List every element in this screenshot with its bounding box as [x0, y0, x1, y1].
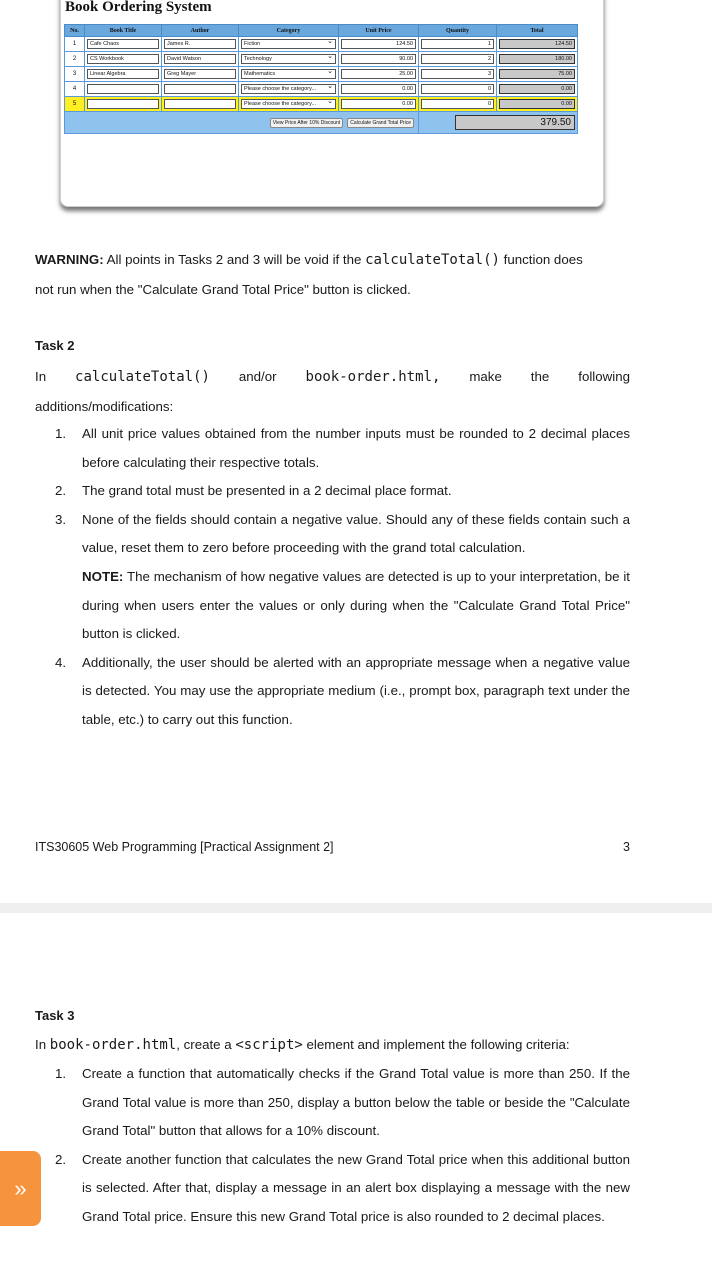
list-number: 2.	[55, 483, 67, 499]
list-item	[35, 649, 630, 735]
category-select[interactable]: Please choose the category... ⌄	[241, 99, 336, 109]
author-input[interactable]	[164, 84, 236, 94]
list-item-text: Create another function that calculates the new Grand Total price when this additional button is selected. After that, display a message in an alert box displaying a message with the new Grand Total price. Ensure this new Grand Total price is also rounded to 2 decimal places.	[82, 1151, 630, 1224]
category-select[interactable]: Fiction ⌄	[241, 39, 336, 49]
warning-label: WARNING:	[35, 252, 104, 267]
row-total-field: 180.00	[499, 54, 575, 64]
book-title-input[interactable]: Linear Algebra	[87, 69, 159, 79]
quantity-input[interactable]: 0	[421, 84, 494, 94]
note-text: The mechanism of how negative values are detected is up to your interpretation, be it during when users enter the values or only during when the "Calculate Grand Total Price" button is clicked.	[82, 568, 630, 642]
task3-intro-code1: book-order.html	[49, 1037, 177, 1053]
list-item	[35, 477, 630, 506]
grand-total-field: 379.50	[455, 115, 575, 130]
unit-price-input[interactable]: 124.50	[341, 39, 416, 49]
task2-intro-the: the	[530, 369, 550, 384]
list-item	[35, 420, 630, 477]
page-footer	[35, 840, 630, 854]
task2-list	[35, 420, 630, 735]
task2-intro-in: In	[35, 369, 47, 384]
row-total-field: 0.00	[499, 99, 575, 109]
task2-intro-code1: calculateTotal()	[75, 369, 210, 385]
task2-intro-code2: book-order.html,	[305, 369, 441, 385]
list-item-text: None of the fields should contain a negative value. Should any of these fields contain such a value, reset them to zero before proceeding with the grand total calculation.	[82, 511, 630, 556]
list-item	[35, 506, 630, 649]
warning-text-2: function does	[499, 252, 583, 267]
list-number: 1.	[55, 1066, 67, 1081]
task3-intro	[35, 1030, 630, 1060]
unit-price-input[interactable]: 25.00	[341, 69, 416, 79]
table-footer-row	[65, 112, 578, 134]
page-divider	[0, 903, 712, 913]
col-header-total: Total	[497, 25, 578, 37]
table-row	[65, 82, 578, 97]
list-item-text: All unit price values obtained from the number inputs must be rounded to 2 decimal places before calculating their respective totals.	[82, 426, 630, 470]
quantity-input[interactable]: 1	[421, 39, 494, 49]
task3-intro-in: In	[35, 1037, 50, 1052]
task3-intro-end: element and implement the following criteria:	[302, 1037, 570, 1052]
list-number: 3.	[55, 511, 67, 527]
quantity-input[interactable]: 3	[421, 69, 494, 79]
list-number: 4.	[55, 654, 67, 670]
side-expand-button[interactable]	[0, 1151, 41, 1226]
quantity-input[interactable]: 0	[421, 99, 494, 109]
list-item-text: Additionally, the user should be alerted with an appropriate message when a negative value is detected. You may use the appropriate medium (i.e., prompt box, paragraph text under the table, etc.) to carry out this function.	[82, 654, 630, 727]
list-number: 2.	[55, 1151, 67, 1167]
calculate-grand-total-button[interactable]: Calculate Grand Total Price	[347, 118, 414, 128]
list-item-text: The grand total must be presented in a 2 decimal place format.	[82, 483, 452, 499]
book-title-input[interactable]	[87, 99, 159, 109]
unit-price-input[interactable]: 0.00	[341, 84, 416, 94]
table-row	[65, 67, 578, 82]
task2-intro-make: make	[469, 369, 502, 384]
row-total-field: 75.00	[499, 69, 575, 79]
task3-list	[35, 1060, 630, 1232]
task2-intro-line2: additions/modifications:	[35, 399, 174, 414]
col-header-quantity: Quantity	[419, 25, 497, 37]
task3-intro-code2: <script>	[235, 1037, 303, 1053]
row-total-field: 124.50	[499, 39, 575, 49]
list-number: 1.	[55, 426, 67, 441]
warning-paragraph	[35, 245, 630, 304]
book-title-input[interactable]	[87, 84, 159, 94]
list-item-text: Create a function that automatically checks if the Grand Total value is more than 250. If the Grand Total value is more than 250, display a button below the table or beside the "Calculate Grand Total" button that allows for a 10% discount.	[82, 1066, 630, 1139]
quantity-input[interactable]: 2	[421, 54, 494, 64]
book-title-input[interactable]: Cafe Chaos	[87, 39, 159, 49]
row-number: 4	[65, 82, 85, 97]
figure-title: Book Ordering System	[65, 0, 212, 15]
task2-intro-andor: and/or	[238, 369, 277, 384]
category-select[interactable]: Please choose the category... ⌄	[241, 84, 336, 94]
note-label: NOTE:	[82, 568, 124, 584]
row-number: 1	[65, 37, 85, 52]
warning-text-1: All points in Tasks 2 and 3 will be void if the	[103, 252, 366, 267]
author-input[interactable]: James R.	[164, 39, 236, 49]
row-total-field: 0.00	[499, 84, 575, 94]
page-number: 3	[623, 840, 630, 854]
category-select[interactable]: Mathematics ⌄	[241, 69, 336, 79]
order-table	[64, 24, 578, 134]
task2-intro	[35, 362, 630, 421]
unit-price-input[interactable]: 90.00	[341, 54, 416, 64]
warning-code: calculateTotal()	[365, 252, 500, 268]
author-input[interactable]	[164, 99, 236, 109]
task3-intro-mid: , create a	[176, 1037, 236, 1052]
book-title-input[interactable]: CS Workbook	[87, 54, 159, 64]
footer-course: ITS30605 Web Programming [Practical Assignment 2]	[35, 840, 334, 854]
row-number: 3	[65, 67, 85, 82]
author-input[interactable]: Greg Mayer	[164, 69, 236, 79]
double-chevron-right-icon: »	[14, 1175, 27, 1201]
list-item	[35, 1146, 630, 1232]
warning-text-line2: not run when the "Calculate Grand Total Price" button is clicked.	[35, 282, 411, 297]
col-header-no: No.	[65, 25, 85, 37]
task3-heading: Task 3	[35, 1008, 75, 1023]
category-select[interactable]: Technology ⌄	[241, 54, 336, 64]
table-row	[65, 37, 578, 52]
table-row-highlighted	[65, 97, 578, 112]
task2-intro-following: following	[578, 369, 630, 384]
col-header-unit-price: Unit Price	[339, 25, 419, 37]
order-table-header	[65, 25, 578, 37]
book-order-figure	[60, 0, 604, 207]
discount-button[interactable]: View Price After 10% Discount	[270, 118, 343, 128]
col-header-author: Author	[162, 25, 239, 37]
task2-heading: Task 2	[35, 338, 75, 353]
table-row	[65, 52, 578, 67]
author-input[interactable]: David Watson	[164, 54, 236, 64]
unit-price-input[interactable]: 0.00	[341, 99, 416, 109]
col-header-category: Category	[239, 25, 339, 37]
list-item	[35, 1060, 630, 1146]
col-header-book-title: Book Title	[85, 25, 162, 37]
row-number: 5	[65, 97, 85, 112]
row-number: 2	[65, 52, 85, 67]
